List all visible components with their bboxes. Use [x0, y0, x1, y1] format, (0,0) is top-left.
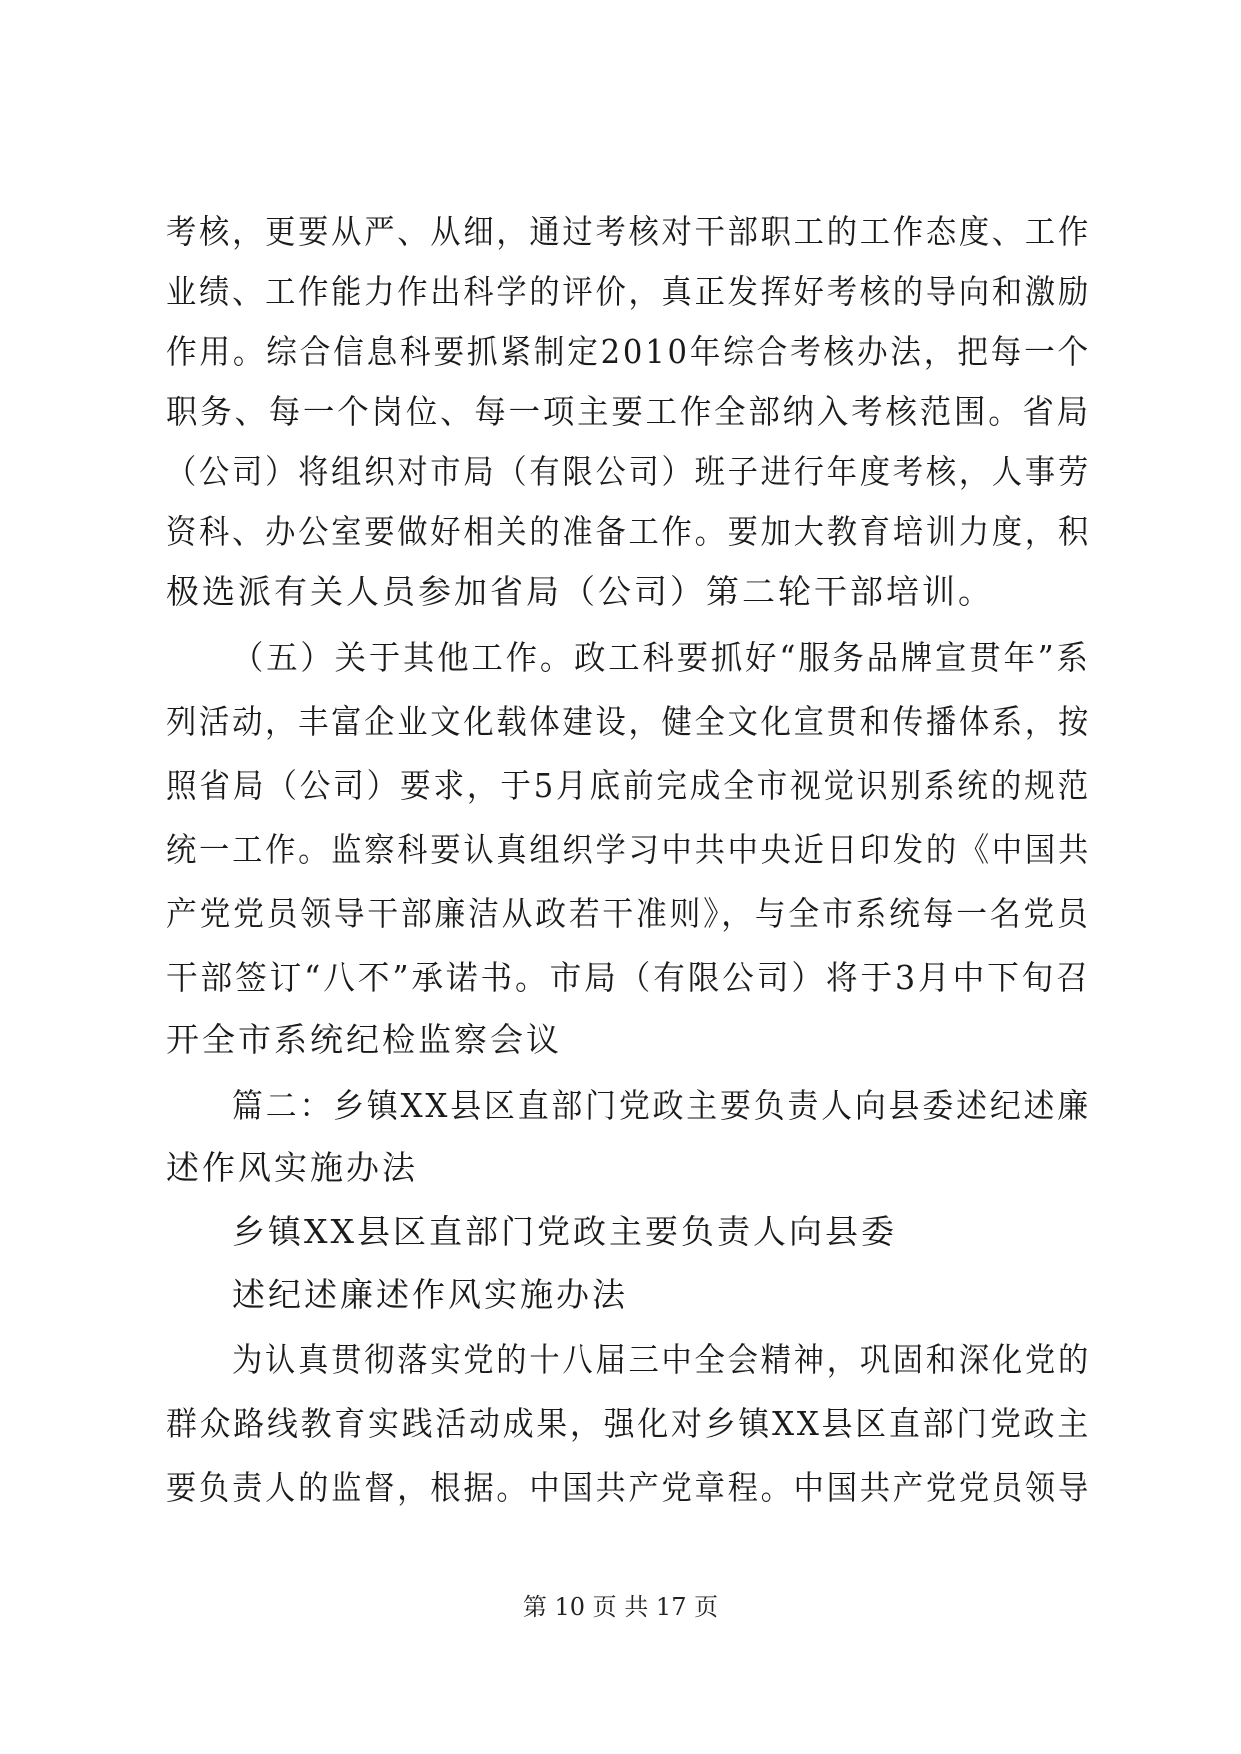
body-line-13: 干部签订“八不”承诺书。市局（有限公司）将于3月中下旬召: [166, 958, 1091, 997]
body-line-14: 开全市系统纪检监察会议: [166, 1020, 562, 1059]
body-line-7: 极选派有关人员参加省局（公司）第二轮干部培训。: [166, 572, 994, 611]
body-line-2: 业绩、工作能力作出科学的评价，真正发挥好考核的导向和激励: [166, 272, 1091, 311]
body-line-12: 产党党员领导干部廉洁从政若干准则》，与全市系统每一名党员: [166, 894, 1091, 933]
document-title-line-1: 乡镇XX县区直部门党政主要负责人向县委: [232, 1212, 897, 1251]
body-line-3: 作用。综合信息科要抓紧制定2010年综合考核办法，把每一个: [166, 332, 1091, 371]
body-line-15: 为认真贯彻落实党的十八届三中全会精神，巩固和深化党的: [232, 1340, 1091, 1379]
section-heading-line-2: 述作风实施办法: [166, 1148, 418, 1187]
section-heading-line-1: 篇二：乡镇XX县区直部门党政主要负责人向县委述纪述廉: [232, 1086, 1091, 1125]
body-line-17: 要负责人的监督，根据。中国共产党章程。中国共产党党员领导: [166, 1468, 1091, 1507]
body-line-8: （五）关于其他工作。政工科要抓好“服务品牌宣贯年”系: [232, 638, 1091, 677]
body-line-5: （公司）将组织对市局（有限公司）班子进行年度考核，人事劳: [166, 452, 1091, 491]
body-line-6: 资科、办公室要做好相关的准备工作。要加大教育培训力度，积: [166, 512, 1091, 551]
body-line-9: 列活动，丰富企业文化载体建设，健全文化宣贯和传播体系，按: [166, 702, 1091, 741]
body-line-11: 统一工作。监察科要认真组织学习中共中央近日印发的《中国共: [166, 830, 1091, 869]
body-line-1: 考核，更要从严、从细，通过考核对干部职工的工作态度、工作: [166, 212, 1091, 251]
page-number-footer: 第 10 页 共 17 页: [522, 1593, 719, 1621]
body-line-16: 群众路线教育实践活动成果，强化对乡镇XX县区直部门党政主: [166, 1404, 1091, 1443]
document-title-line-2: 述纪述廉述作风实施办法: [232, 1275, 628, 1314]
body-line-4: 职务、每一个岗位、每一项主要工作全部纳入考核范围。省局: [166, 392, 1091, 431]
body-line-10: 照省局（公司）要求，于5月底前完成全市视觉识别系统的规范: [166, 766, 1091, 805]
